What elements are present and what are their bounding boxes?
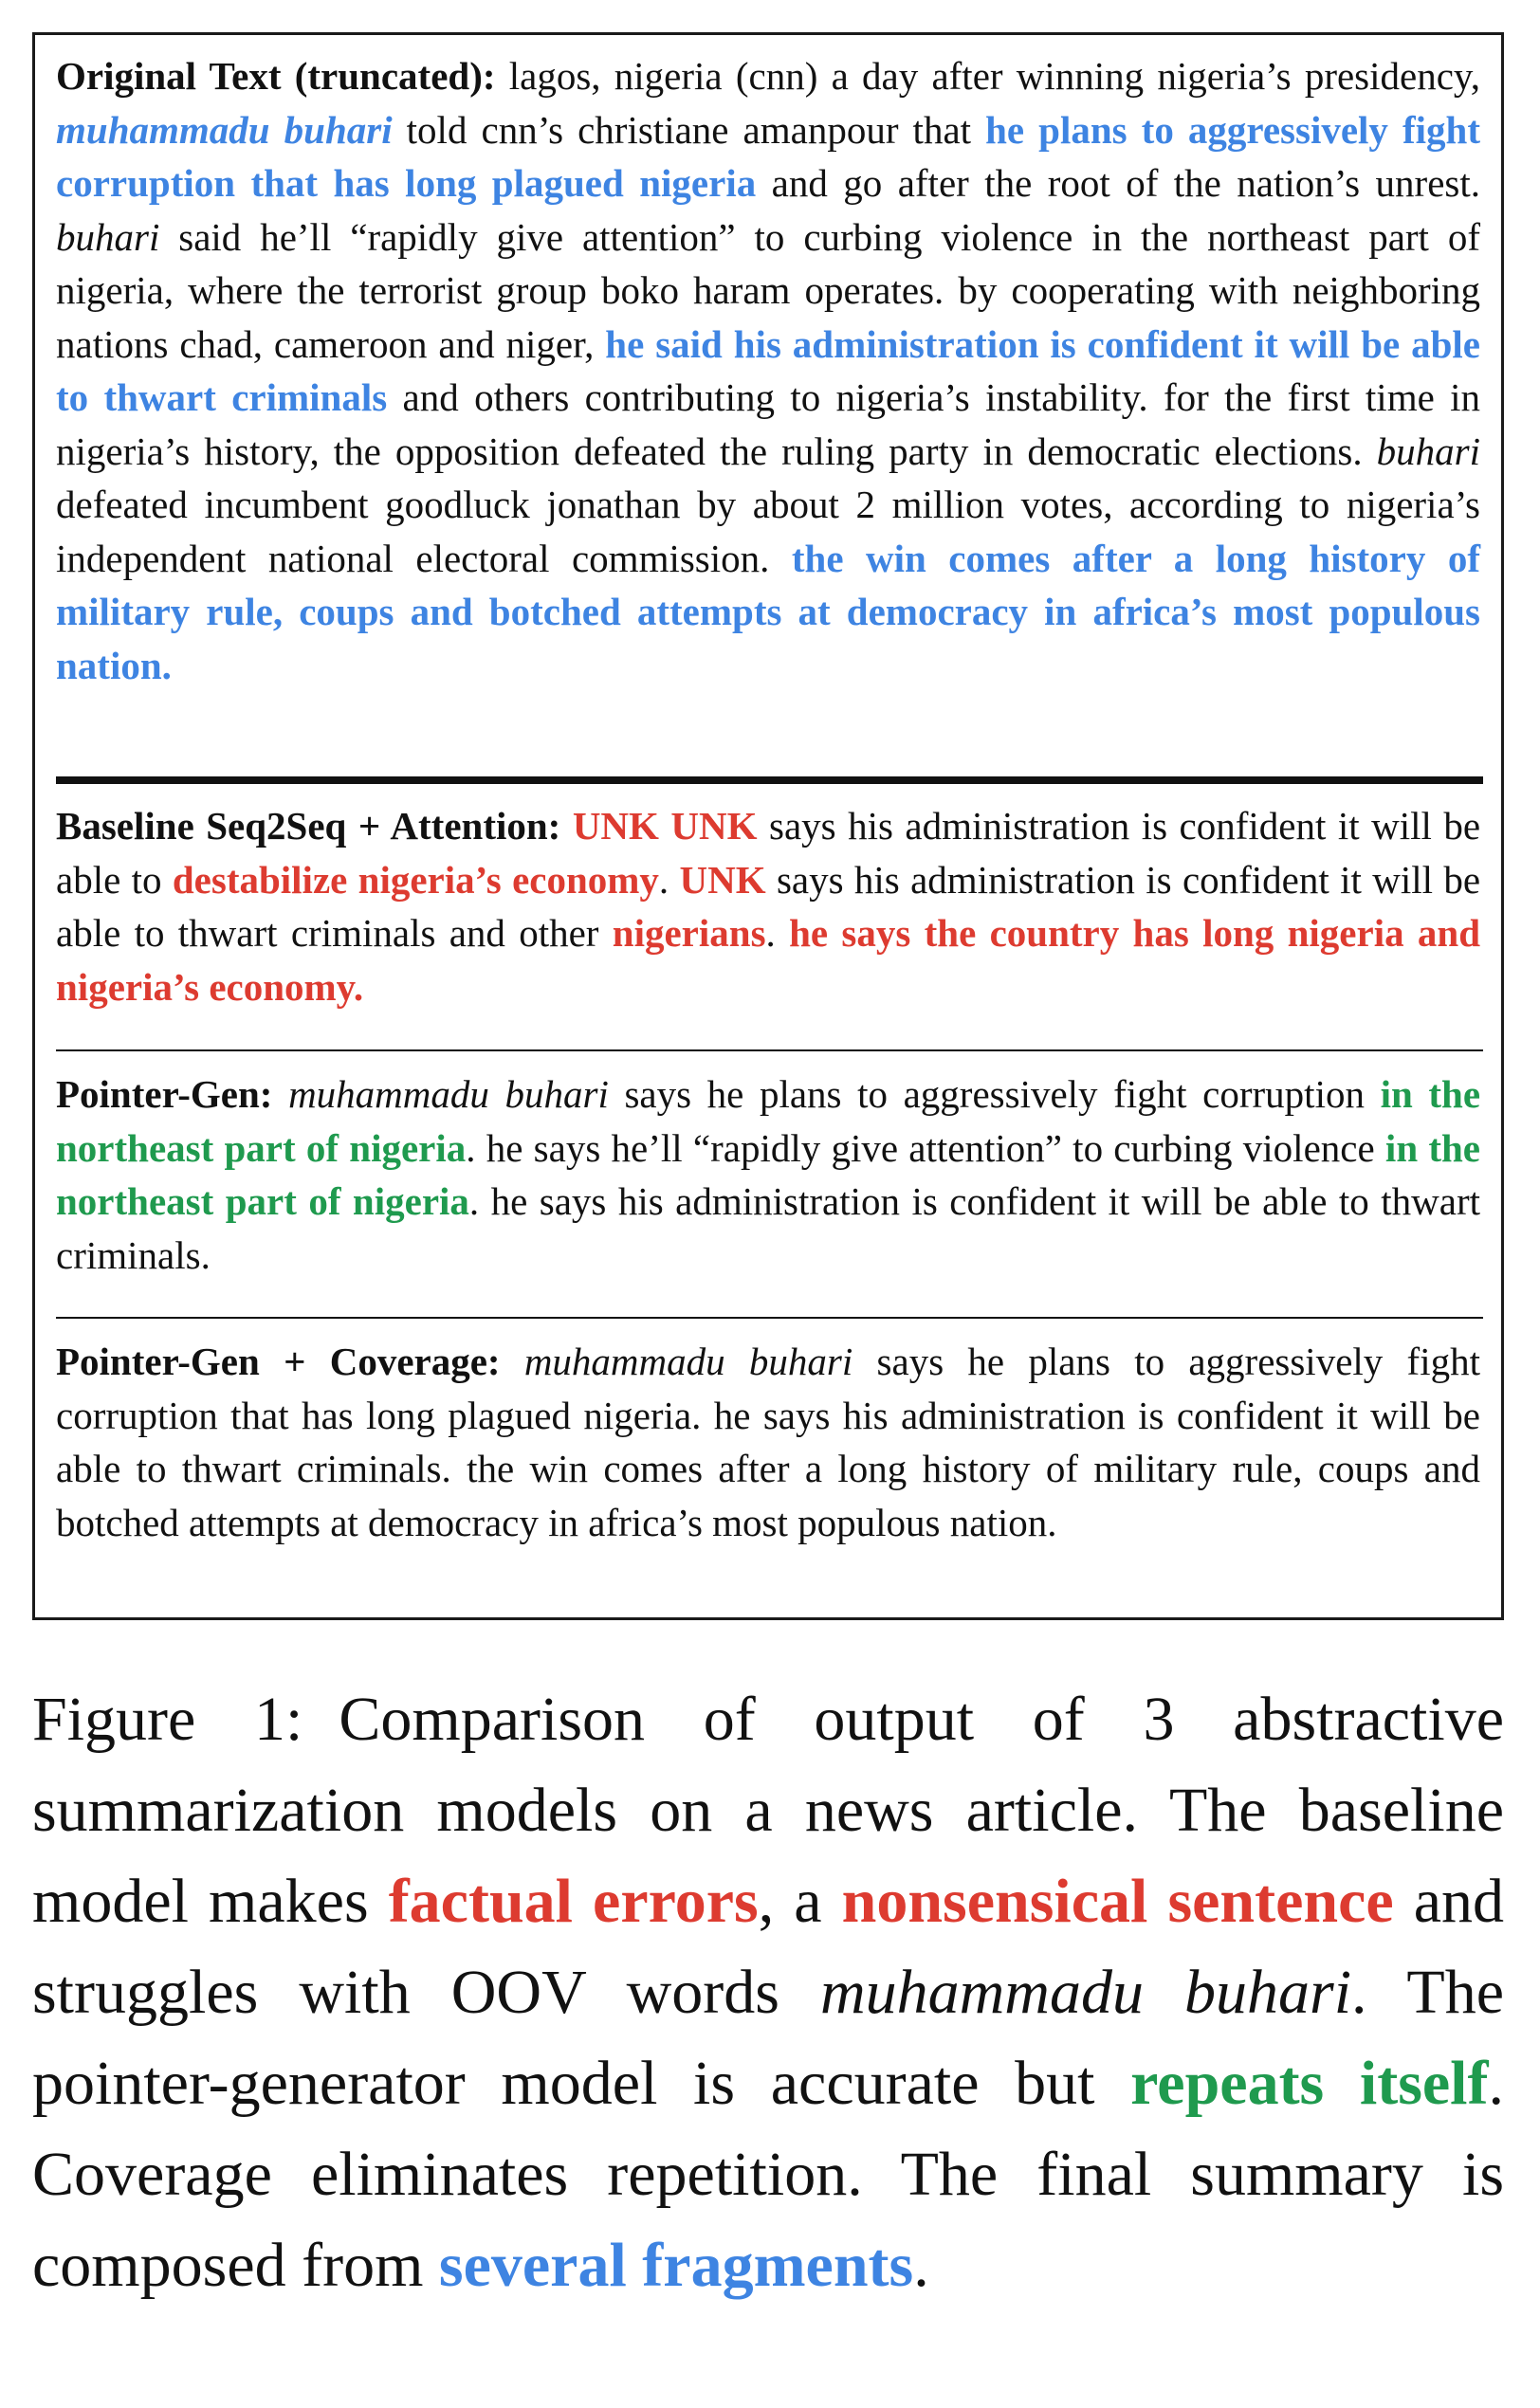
caption-text-part: . — [913, 2231, 929, 2300]
section-divider — [56, 1317, 1483, 1319]
original-text-section — [56, 49, 1480, 692]
baseline-error: UNK UNK — [572, 804, 758, 848]
caption-several-fragments: several fragments — [438, 2231, 914, 2300]
original-text-label: Original Text (truncated): — [56, 54, 496, 98]
original-text-part: defeated incumbent goodluck jonathan by about 2 million votes, according to nigeria’s independent national electoral commission. — [56, 483, 1480, 580]
pointer-gen-text-part: says he plans to aggressively fight corruption — [624, 1072, 1365, 1116]
pointer-gen-repetition: in the northeast part of nigeria — [56, 1125, 1481, 1223]
pointer-gen-repetition: in the northeast part of nigeria — [56, 1072, 1481, 1170]
section-divider — [56, 1049, 1483, 1051]
pointer-gen-entity-buhari: muhammadu buhari — [288, 1072, 609, 1116]
original-entity-buhari: buhari — [56, 214, 160, 259]
caption-oov-words: muhammadu buhari — [819, 1958, 1352, 2027]
baseline-text-part: . — [658, 857, 669, 902]
coverage-entity-buhari: muhammadu buhari — [523, 1340, 853, 1383]
caption-text-part: and struggles with OOV words — [32, 1867, 1505, 2027]
baseline-error: nigerians — [612, 911, 766, 955]
caption-text-part: . The pointer-generator model is accurate but — [32, 1958, 1504, 2118]
original-entity-buhari: buhari — [1376, 429, 1480, 473]
original-text-part: told cnn’s christiane amanpour that — [406, 107, 972, 152]
caption-repeats-itself: repeats itself — [1130, 2049, 1489, 2118]
section-divider-thick — [56, 776, 1483, 784]
baseline-nonsense-sentence: he says the country has long nigeria and nigeria’s economy. — [56, 911, 1480, 1009]
caption-factual-errors: factual errors — [388, 1867, 759, 1936]
coverage-summary-section — [56, 1335, 1480, 1549]
original-highlight-fragment: the win comes after a long history of military rule, coups and botched attempts at democracy in africa’s most populous nation. — [56, 536, 1480, 687]
pointer-gen-summary-section — [56, 1067, 1480, 1282]
baseline-text-part: . — [765, 911, 776, 955]
caption-nonsensical-sentence: nonsensical sentence — [841, 1867, 1394, 1936]
baseline-error: destabilize nigeria’s economy — [172, 857, 659, 902]
figure-caption-label: Figure 1: — [32, 1685, 303, 1754]
caption-text-part: Comparison of output of 3 abstractive summarization models on a news article. The baseline model makes — [32, 1685, 1504, 1936]
original-text-part: said he’ll “rapidly give attention” to curbing violence in the northeast part of nigeria, where the terrorist group boko haram operates. by cooperating with neighboring nations chad, cameroon and niger, — [56, 214, 1480, 366]
caption-text-part: . Coverage eliminates repetition. The final summary is composed from — [32, 2049, 1504, 2300]
pointer-gen-label: Pointer-Gen: — [56, 1072, 273, 1116]
baseline-summary-section — [56, 799, 1480, 1013]
original-text-part: and others contributing to nigeria’s instability. for the first time in nigeria’s history, the opposition defeated the ruling party in democratic elections. — [56, 375, 1480, 473]
original-entity-buhari: muhammadu buhari — [56, 107, 393, 152]
original-highlight-fragment: he plans to aggressively fight corruption that has long plagued nigeria — [56, 107, 1480, 205]
baseline-text-part: says his administration is confident it will be able to thwart criminals and other — [56, 857, 1481, 955]
caption-text-part: , a — [758, 1867, 822, 1936]
figure-box — [32, 32, 1504, 1620]
baseline-text-part: says his administration is confident it will be able to — [56, 804, 1481, 902]
original-text-part: lagos, nigeria (cnn) a day after winning nigeria’s presidency, — [508, 54, 1481, 98]
figure-caption — [32, 1674, 1504, 2311]
original-text-part: and go after the root of the nation’s unrest. — [771, 161, 1480, 205]
coverage-label: Pointer-Gen + Coverage: — [56, 1340, 501, 1383]
pointer-gen-text-part: . he says he’ll “rapidly give attention” to curbing violence — [466, 1125, 1375, 1170]
original-highlight-fragment: he said his administration is confident it will be able to thwart criminals — [56, 321, 1480, 419]
coverage-text-part: says he plans to aggressively fight corruption that has long plagued nigeria. he says his administration is confident it will be able to thwart criminals. the win comes after a long history of military rule, coups and botched attempts at democracy in africa’s most populous nation. — [56, 1340, 1480, 1544]
pointer-gen-text-part: . he says his administration is confident it will be able to thwart criminals. — [56, 1179, 1480, 1277]
baseline-label: Baseline Seq2Seq + Attention: — [56, 804, 561, 848]
baseline-error: UNK — [679, 857, 766, 902]
